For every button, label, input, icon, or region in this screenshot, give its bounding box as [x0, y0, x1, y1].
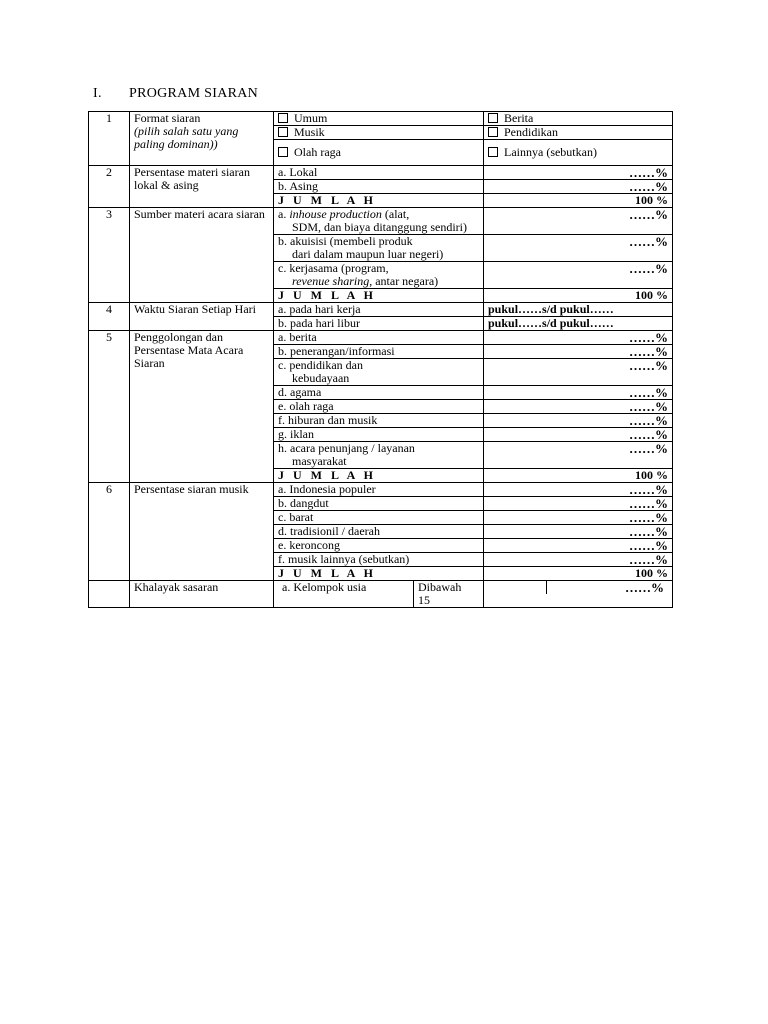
row-label: Penggolongan dan Persentase Mata Acara Siaran [130, 331, 274, 483]
section-title: PROGRAM SIARAN [129, 86, 259, 101]
khalayak-sasaran-label: Khalayak sasaran [130, 581, 274, 608]
keroncong-value[interactable]: ……% [484, 539, 673, 553]
jumlah-label: J U M L A H [274, 289, 484, 303]
kelompok-usia-value[interactable]: ……% [547, 581, 669, 594]
section-number: I. [93, 86, 102, 101]
kelompok-usia-label: a. Kelompok usia [282, 580, 367, 594]
kelompok-usia-cell [274, 581, 484, 608]
option-musik[interactable]: Musik [274, 126, 484, 140]
pendidikan-value[interactable]: ……% [484, 359, 673, 386]
agama-value[interactable]: ……% [484, 386, 673, 400]
akuisisi-value[interactable]: ……% [484, 235, 673, 262]
hari-libur-value[interactable]: pukul……s/d pukul…… [484, 317, 673, 331]
berita-label: a. berita [274, 331, 484, 345]
table-row [89, 112, 673, 126]
tradisionil-label: d. tradisionil / daerah [274, 525, 484, 539]
musik-lainnya-label: f. musik lainnya (sebutkan) [274, 553, 484, 567]
iklan-value[interactable]: ……% [484, 428, 673, 442]
option-lainnya[interactable]: Lainnya (sebutkan) [484, 140, 673, 166]
lokal-label: a. Lokal [274, 166, 484, 180]
option-olah-raga[interactable]: Olah raga [274, 140, 484, 166]
checkbox-icon[interactable] [278, 127, 288, 137]
table-row [89, 166, 673, 180]
indonesia-populer-value[interactable]: ……% [484, 483, 673, 497]
option-berita[interactable]: Berita [484, 112, 673, 126]
row-number: 4 [89, 303, 130, 331]
row-label: Persentase siaran musik [130, 483, 274, 581]
section-heading [93, 86, 258, 102]
jumlah-value: 100 % [484, 567, 673, 581]
jumlah-value: 100 % [484, 469, 673, 483]
asing-label: b. Asing [274, 180, 484, 194]
tradisionil-value[interactable]: ……% [484, 525, 673, 539]
musik-lainnya-value[interactable]: ……% [484, 553, 673, 567]
checkbox-icon[interactable] [488, 147, 498, 157]
hiburan-label: f. hiburan dan musik [274, 414, 484, 428]
table-row [89, 208, 673, 235]
table-row [89, 581, 673, 608]
penerangan-value[interactable]: ……% [484, 345, 673, 359]
akuisisi-label: b. akuisisi (membeli produk dari dalam maupun luar negeri) [274, 235, 484, 262]
format-siaran-hint: (pilih salah satu yang paling dominan)) [134, 124, 239, 151]
checkbox-icon[interactable] [278, 147, 288, 157]
row-number: 1 [89, 112, 130, 166]
hari-libur-label: b. pada hari libur [274, 317, 484, 331]
agama-label: d. agama [274, 386, 484, 400]
dibawah-15-label: Dibawah 15 [414, 581, 480, 607]
pendidikan-label: c. pendidikan dan kebudayaan [274, 359, 484, 386]
indonesia-populer-label: a. Indonesia populer [274, 483, 484, 497]
dibawah-15-spacer [488, 581, 547, 594]
checkbox-icon[interactable] [488, 127, 498, 137]
keroncong-label: e. keroncong [274, 539, 484, 553]
hari-kerja-value[interactable]: pukul……s/d pukul…… [484, 303, 673, 317]
row-number [89, 581, 130, 608]
asing-value[interactable]: ……% [484, 180, 673, 194]
checkbox-icon[interactable] [278, 113, 288, 123]
option-pendidikan[interactable]: Pendidikan [484, 126, 673, 140]
kerjasama-label: c. kerjasama (program, revenue sharing, antar negara) [274, 262, 484, 289]
row-number: 6 [89, 483, 130, 581]
row-label: Persentase materi siaran lokal & asing [130, 166, 274, 208]
row-number: 2 [89, 166, 130, 208]
berita-value[interactable]: ……% [484, 331, 673, 345]
acara-penunjang-value[interactable]: ……% [484, 442, 673, 469]
barat-value[interactable]: ……% [484, 511, 673, 525]
checkbox-icon[interactable] [488, 113, 498, 123]
row-label: Sumber materi acara siaran [130, 208, 274, 303]
row-label: Waktu Siaran Setiap Hari [130, 303, 274, 331]
iklan-label: g. iklan [274, 428, 484, 442]
kerjasama-value[interactable]: ……% [484, 262, 673, 289]
option-umum[interactable]: Umum [274, 112, 484, 126]
jumlah-value: 100 % [484, 289, 673, 303]
olah-raga-label: e. olah raga [274, 400, 484, 414]
acara-penunjang-label: h. acara penunjang / layanan masyarakat [274, 442, 484, 469]
inhouse-production-label: a. inhouse production (alat, SDM, dan biaya ditanggung sendiri) [274, 208, 484, 235]
hari-kerja-label: a. pada hari kerja [274, 303, 484, 317]
table-row [89, 331, 673, 345]
olah-raga-value[interactable]: ……% [484, 400, 673, 414]
barat-label: c. barat [274, 511, 484, 525]
kelompok-usia-value-cell [484, 581, 673, 608]
row-number: 3 [89, 208, 130, 303]
program-siaran-table [88, 111, 673, 608]
row-label [130, 112, 274, 166]
jumlah-label: J U M L A H [274, 469, 484, 483]
table-row [89, 483, 673, 497]
jumlah-label: J U M L A H [274, 194, 484, 208]
format-siaran-label: Format siaran [134, 111, 201, 125]
lokal-value[interactable]: ……% [484, 166, 673, 180]
row-number: 5 [89, 331, 130, 483]
dangdut-value[interactable]: ……% [484, 497, 673, 511]
penerangan-label: b. penerangan/informasi [274, 345, 484, 359]
dangdut-label: b. dangdut [274, 497, 484, 511]
jumlah-label: J U M L A H [274, 567, 484, 581]
inhouse-production-value[interactable]: ……% [484, 208, 673, 235]
hiburan-value[interactable]: ……% [484, 414, 673, 428]
jumlah-value: 100 % [484, 194, 673, 208]
table-row [89, 303, 673, 317]
